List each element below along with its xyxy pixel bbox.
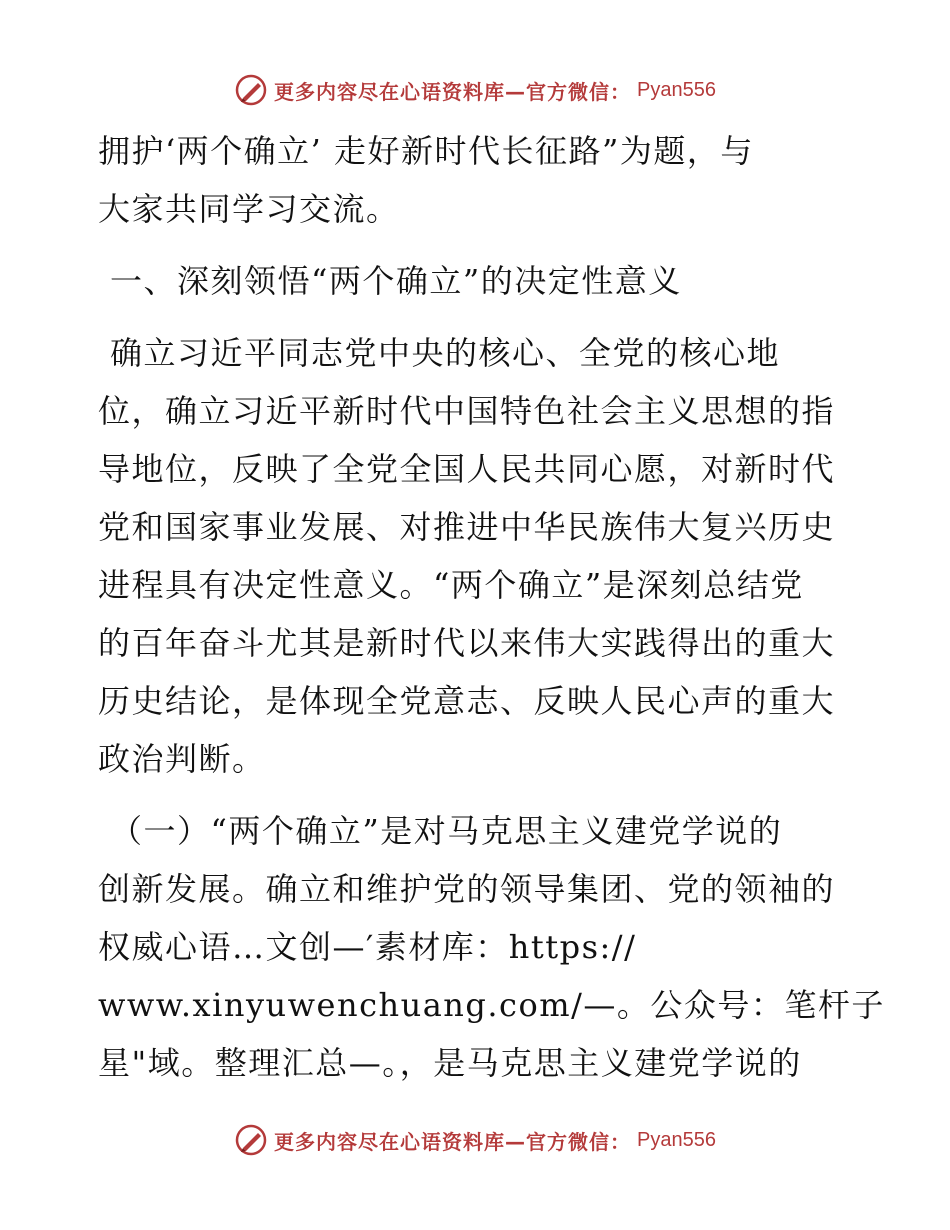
text-line: （一）“两个确立”是对马克思主义建党学说的 <box>110 812 783 850</box>
banner-wechat-id: Pyan556 <box>637 78 716 101</box>
text-line: 党和国家事业发展、对推进中华民族伟大复兴历史 <box>98 508 836 546</box>
pen-logo-icon <box>234 73 268 107</box>
header-watermark-banner <box>0 70 950 110</box>
text-line: 确立习近平同志党中央的核心、全党的核心地 <box>110 334 781 372</box>
text-line: 进程具有决定性意义。“两个确立”是深刻总结党 <box>98 566 804 604</box>
pen-logo-icon <box>234 1123 268 1157</box>
text-line: 权威心语…文创—′素材库：https:// <box>98 928 637 966</box>
footer-watermark-banner <box>0 1120 950 1160</box>
banner-wechat-id: Pyan556 <box>637 1128 716 1151</box>
text-line: 历史结论，是体现全党意志、反映人民心声的重大 <box>98 682 836 720</box>
text-line: 的百年奋斗尤其是新时代以来伟大实践得出的重大 <box>98 624 836 662</box>
section-heading: 一、深刻领悟“两个确立”的决定性意义 <box>110 262 682 300</box>
text-line: 政治判断。 <box>98 740 266 778</box>
banner-text: 更多内容尽在心语资料库—官方微信： <box>274 79 632 104</box>
text-line: 拥护‘两个确立’ 走好新时代长征路”为题，与 <box>98 132 754 170</box>
banner-text: 更多内容尽在心语资料库—官方微信： <box>274 1129 632 1154</box>
text-line: www.xinyuwenchuang.com/—。公众号：笔杆子 <box>98 986 885 1024</box>
text-line: 导地位，反映了全党全国人民共同心愿，对新时代 <box>98 450 836 488</box>
text-line: 星"域。整理汇总—。，是马克思主义建党学说的 <box>98 1044 802 1082</box>
document-body <box>98 122 885 1092</box>
text-line: 大家共同学习交流。 <box>98 190 400 228</box>
text-line: 位，确立习近平新时代中国特色社会主义思想的指 <box>98 392 836 430</box>
text-line: 创新发展。确立和维护党的领导集团、党的领袖的 <box>98 870 836 908</box>
